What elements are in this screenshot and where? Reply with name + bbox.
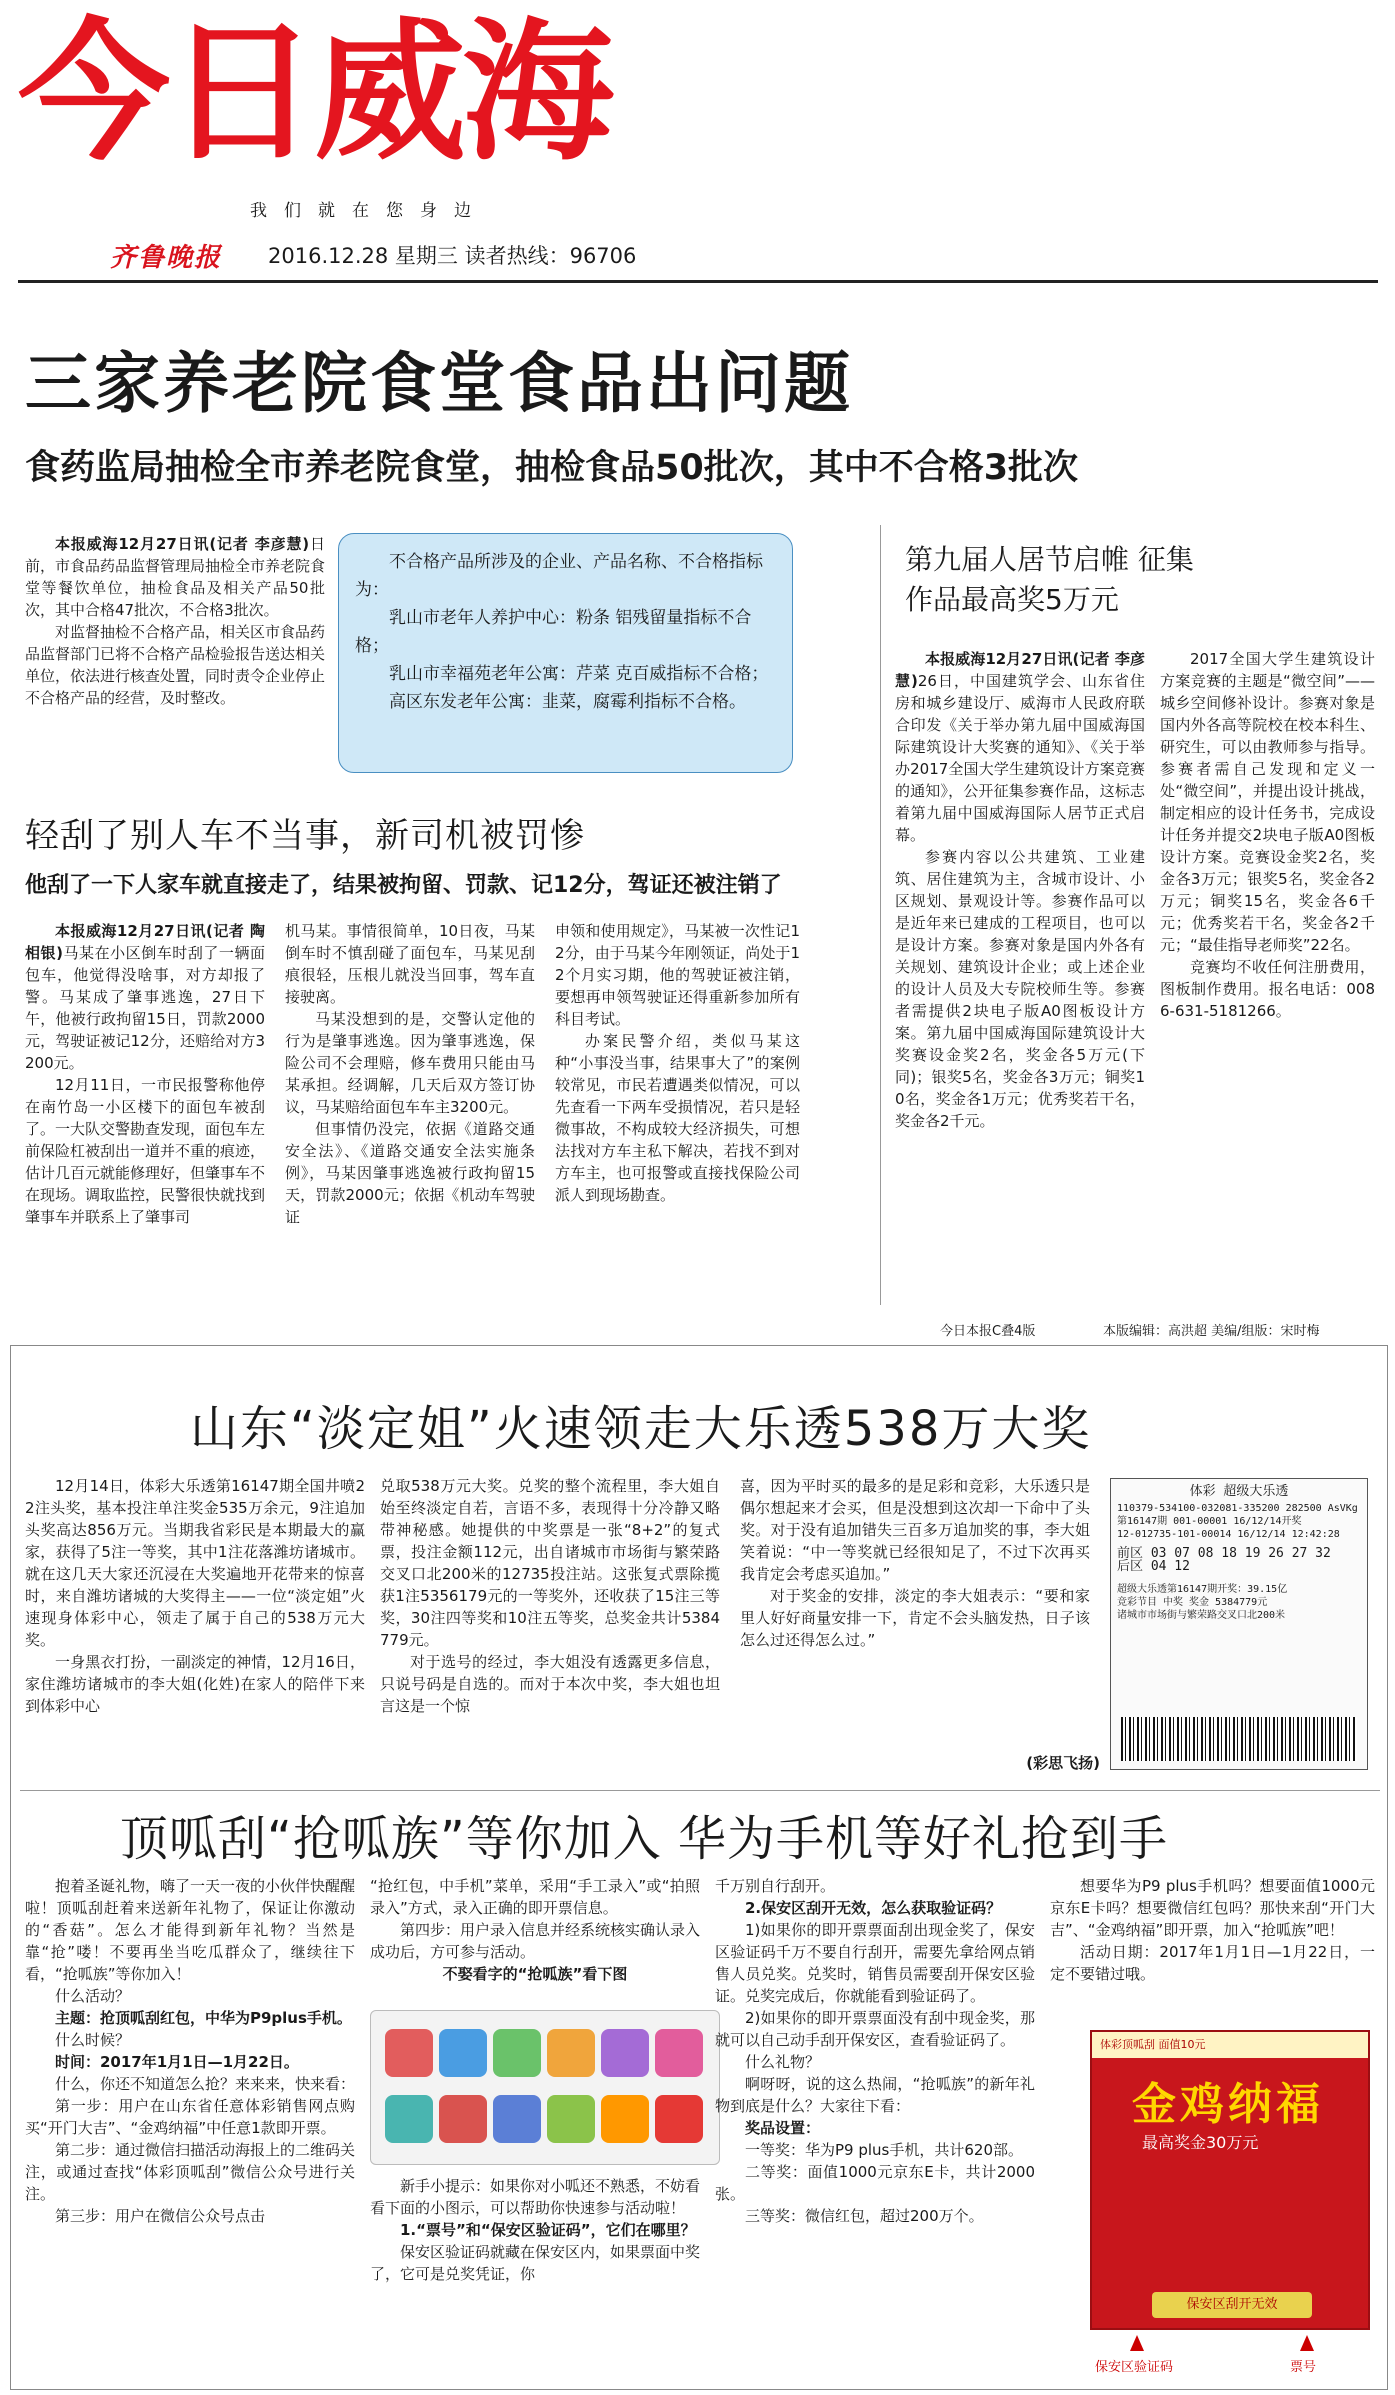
- scratch-card-image: 体彩顶呱刮 面值10元 金鸡纳福 最高奖金30万元 保安区刮开无效: [1090, 2030, 1370, 2330]
- app-icon: [655, 2029, 703, 2077]
- promo-col-4: 想要华为P9 plus手机吗？想要面值1000元京东E卡吗？想要微信红包吗？那快来刮“开门大吉”、“金鸡纳福”即开票，加入“抢呱族”吧！ 活动日期：2017年1月1日—1月22日，一定不要错过哦。: [1050, 1877, 1375, 1983]
- page-credit: 今日本报C叠4版: [940, 1324, 1036, 1339]
- column-divider: [880, 525, 881, 1305]
- app-icon: [385, 2029, 433, 2077]
- arrow-icon: [1300, 2335, 1314, 2351]
- promo-col-1: 抱着圣诞礼物，嗨了一天一夜的小伙伴快醒醒啦！顶呱刮赶着来送新年礼物了，保证让你激动的“香菇”。怎么才能得到新年礼物？当然是靠“抢”喽！不要再坐当吃瓜群众了，继续往下看，“抢呱族”等你加入！ 什么活动？ 主题：抢顶呱刮红包，中华为P9plus手机。 什么时候？ 时间：2017年1月1日—1月22日。 什么，你还不知道怎么抢？来来来，快来看： 第一步：用户在山东省任意体彩销售网点购买“开门大吉”、“金鸡纳福”中任意1款即开票。 第二步：通过微信扫描活动海报上的二维码关注，或通过查找“体彩顶呱刮”微信公众号进行关注。 第三步：用户在微信公众号点击: [25, 1877, 355, 2225]
- living-col-2: 2017全国大学生建筑设计方案竞赛的主题是“微空间”——城乡空间修补设计。参赛对象是国内外各高等院校在校本科生、研究生，可以由教师参与指导。参赛者需自己发现和定义一处“微空间”，并提出设计挑战，制定相应的设计任务书，完成设计任务并提交2块电子版A0图板设计方案。竞赛设金奖2名，奖金各3万元；银奖5名，奖金各2万元；铜奖15名，奖金各6千元；优秀奖若干名，奖金各2千元；“最佳指导老师奖”22名。 竞赛均不收任何注册费用，图板制作费用。报名电话：0086-631-5181266。: [1160, 650, 1375, 1020]
- lead-subhead: 食药监局抽检全市养老院食堂，抽检食品50批次，其中不合格3批次: [25, 448, 1079, 488]
- driver-deck: 他刮了一下人家车就直接走了，结果被拘留、罚款、记12分，驾证还被注销了: [25, 873, 782, 898]
- lottery-col-3: 喜，因为平时买的最多的是足彩和竞彩，大乐透只是偶尔想起来才会买，但是没想到这次却一下命中了头奖。对于没有追加错失三百多万追加奖的事，李大姐笑着说：“中一等奖就已经很知足了，不过下次再买我肯定会考虑买追加。” 对于奖金的安排，淡定的李大姐表示：“要和家里人好好商量安排一下，肯定不会头脑发热，日子该怎么过还得怎么过。”: [740, 1477, 1090, 1649]
- promo-headline: 顶呱刮“抢呱族”等你加入 华为手机等好礼抢到手: [120, 1811, 1168, 1867]
- app-icon: [547, 2095, 595, 2143]
- app-icon: [439, 2095, 487, 2143]
- promo-col-3: 千万别自行刮开。 2.保安区刮开无效，怎么获取验证码？ 1)如果你的即开票票面刮出现金奖了，保安区验证码千万不要自行刮开，需要先拿给网点销售人员兑奖。兑奖时，销售员需要刮开保安区验证。兑奖完成后，你就能看到验证码了。 2)如果你的即开票票面没有刮中现金奖，那就可以自己动手刮开保安区，查看验证码了。 什么礼物？ 啊呀呀，说的这么热闹，“抢呱族”的新年礼物到底是什么？大家往下看： 奖品设置： 一等奖：华为P9 plus手机，共计620部。 二等奖：面值1000元京东E卡，共计2000张。 三等奖：微信红包，超过200万个。: [715, 1877, 1035, 2225]
- lead-body: 本报威海12月27日讯(记者 李彦慧)日前，市食品药品监督管理局抽检全市养老院食堂等餐饮单位，抽检食品及相关产品50批次，其中合格47批次，不合格3批次。 对监督抽检不合格产品，相关区市食品药品监督部门已将不合格产品检验报告送达相关单位，依法进行核查处置，同时责令企业停止不合格产品的经营，及时整改。: [25, 535, 325, 707]
- app-icon: [493, 2095, 541, 2143]
- app-icon: [655, 2095, 703, 2143]
- arrow-icon: [1130, 2335, 1144, 2351]
- app-icon: [385, 2095, 433, 2143]
- lead-headline: 三家养老院食堂食品出问题: [25, 345, 853, 422]
- living-col-1: 本报威海12月27日讯(记者 李彦慧)26日，中国建筑学会、山东省住房和城乡建设厅、威海市人民政府联合印发《关于举办第九届中国威海国际建筑设计大奖赛的通知》、《关于举办2017全国大学生建筑设计方案竞赛的通知》，公开征集参赛作品，这标志着第九届中国威海国际人居节正式启幕。 参赛内容以公共建筑、工业建筑、居住建筑为主，含城市设计、小区规划、景观设计等。参赛作品可以是近年来已建成的工程项目，也可以是设计方案。参赛对象是国内外各有关规划、建筑设计企业；或上述企业的设计人员及大专院校师生等。参赛者需提供2块电子版A0图板设计方案。第九届中国威海国际建筑设计大奖赛设金奖2名，奖金各5万元(下同)；银奖5名，奖金各3万元；铜奖10名，奖金各1万元；优秀奖若干名，奖金各2千元。: [895, 650, 1145, 1130]
- promo-col-2: “抢红包，中手机”菜单，采用“手工录入”或“拍照录入”方式，录入正确的即开票信息。 第四步：用户录入信息并经系统核实确认录入成功后，方可参与活动。 不娶看字的“抢呱族”看下图: [370, 1877, 700, 1983]
- lottery-ticket-image: 体彩 超级大乐透 110379-534100-032081-335200 282500 AsVKg 第16147期 001-00001 16/12/14开奖 12-012735-101-00014 16/12/14 12:42:28 前区 03 07 08 18 19 26 27 32 后区 04 12 超级大乐透第16147期开奖：39.15亿 竞彩节目 中奖 奖金 5384779元 诸城市市场街与繁荣路交叉口北200米: [1110, 1478, 1368, 1770]
- dateline: 2016.12.28 星期三 读者热线：96706: [268, 244, 637, 268]
- driver-col-1: 本报威海12月27日讯(记者 陶相银)马某在小区倒车时刮了一辆面包车，他觉得没啥事，对方却报了警。马某成了肇事逃逸，27日下午，他被行政拘留15日，罚款2000元，驾驶证被记12分，还赔给对方3200元。 12月11日，一市民报警称他停在南竹岛一小区楼下的面包车被刮了。一大队交警勘查发现，面包车左前保险杠被刮出一道并不重的痕迹，估计几百元就能修理好，但肇事车不在现场。调取监控，民警很快就找到肇事车并联系上了肇事司: [25, 922, 265, 1226]
- unqualified-box: 不合格产品所涉及的企业、产品名称、不合格指标为： 乳山市老年人养护中心：粉条 铝残留量指标不合格； 乳山市幸福苑老年公寓：芹菜 克百威指标不合格； 高区东发老年公寓：韭菜，腐霉利指标不合格。: [338, 533, 793, 773]
- lottery-headline: 山东“淡定姐”火速领走大乐透538万大奖: [190, 1401, 1092, 1457]
- driver-headline: 轻刮了别人车不当事，新司机被罚惨: [25, 816, 585, 856]
- lead-byline: 本报威海12月27日讯(记者 李彦慧): [55, 535, 310, 553]
- driver-col-2: 机马某。事情很简单，10日夜，马某倒车时不慎刮碰了面包车，马某见刮痕很轻，压根儿就没当回事，驾车直接驶离。 马某没想到的是，交警认定他的行为是肇事逃逸。因为肇事逃逸，保险公司不会理赔，修车费用只能由马某承担。经调解，几天后双方签订协议，马某赔给面包车车主3200元。 但事情仍没完，依据《道路交通安全法》、《道路交通安全法实施条例》，马某因肇事逃逸被行政拘留15天，罚款2000元；依据《机动车驾驶证: [285, 922, 535, 1226]
- verify-code-caption: 保安区验证码: [1095, 2360, 1174, 2375]
- lottery-col-2: 兑取538万元大奖。兑奖的整个流程里，李大姐自始至终淡定自若，言语不多，表现得十分冷静又略带神秘感。她提供的中奖票是一张“8+2”的复式票，投注金额112元，出自诸城市市场街与繁荣路交叉口北200米的12735投注站。这张复式票除揽获1注5356179元的一等奖外，还收获了15注三等奖，30注四等奖和10注五等奖，总奖金共计5384779元。 对于选号的经过，李大姐没有透露更多信息，只说号码是自选的。而对于本次中奖，李大姐也坦言这是一个惊: [380, 1477, 720, 1715]
- editor-credit: 本版编辑：高洪超 美编/组版：宋时梅: [1103, 1324, 1320, 1339]
- promo-col-2b: 新手小提示：如果你对小呱还不熟悉，不妨看看下面的小图示，可以帮助你快速参与活动啦！ 1.“票号”和“保安区验证码”，它们在哪里？ 保安区验证码就藏在保安区内，如果票面中奖了，它可是兑奖凭证，你: [370, 2177, 700, 2283]
- lottery-author: (彩思飞扬): [1026, 1754, 1100, 1772]
- section-divider: [20, 1790, 1380, 1791]
- app-icon: [493, 2029, 541, 2077]
- app-steps-figure: [370, 2010, 720, 2165]
- barcode: [1121, 1717, 1357, 1761]
- app-icon: [547, 2029, 595, 2077]
- masthead-slogan: 我们就在您身边: [250, 201, 488, 221]
- lottery-col-1: 12月14日，体彩大乐透第16147期全国井喷22注头奖，基本投注单注奖金535万余元，9注追加头奖高达856万元。当期我省彩民是本期最大的赢家，获得了5注一等奖，其中1注花落潍坊诸城市。就在这几天大家还沉浸在大奖遍地开花带来的惊喜时，来自潍坊诸城的大奖得主——一位“淡定姐”火速现身体彩中心，领走了属于自己的538万元大奖。 一身黑衣打扮，一副淡定的神情，12月16日，家住潍坊诸城市的李大姐(化姓)在家人的陪伴下来到体彩中心: [25, 1477, 365, 1715]
- living-headline: 第九届人居节启帷 征集作品最高奖5万元: [905, 543, 1194, 616]
- app-icon: [601, 2029, 649, 2077]
- masthead-title: 今日威海: [18, 8, 610, 178]
- ticket-number-caption: 票号: [1290, 2360, 1317, 2375]
- app-icon: [439, 2029, 487, 2077]
- masthead-rule: [18, 280, 1378, 283]
- publisher-seal: 齐鲁晚报: [110, 243, 223, 273]
- driver-col-3: 申领和使用规定》，马某被一次性记12分，由于马某今年刚领证，尚处于12个月实习期，他的驾驶证被注销，要想再申领驾驶证还得重新参加所有科目考试。 办案民警介绍，类似马某这种“小事没当事，结果事大了”的案例较常见，市民若遭遇类似情况，可以先查看一下两车受损情况，若只是轻微事故，不构成较大经济损失，可想法找对方车主私下解决，若找不到对方车主，也可报警或直接找保险公司派人到现场勘查。: [555, 922, 800, 1204]
- app-icon: [601, 2095, 649, 2143]
